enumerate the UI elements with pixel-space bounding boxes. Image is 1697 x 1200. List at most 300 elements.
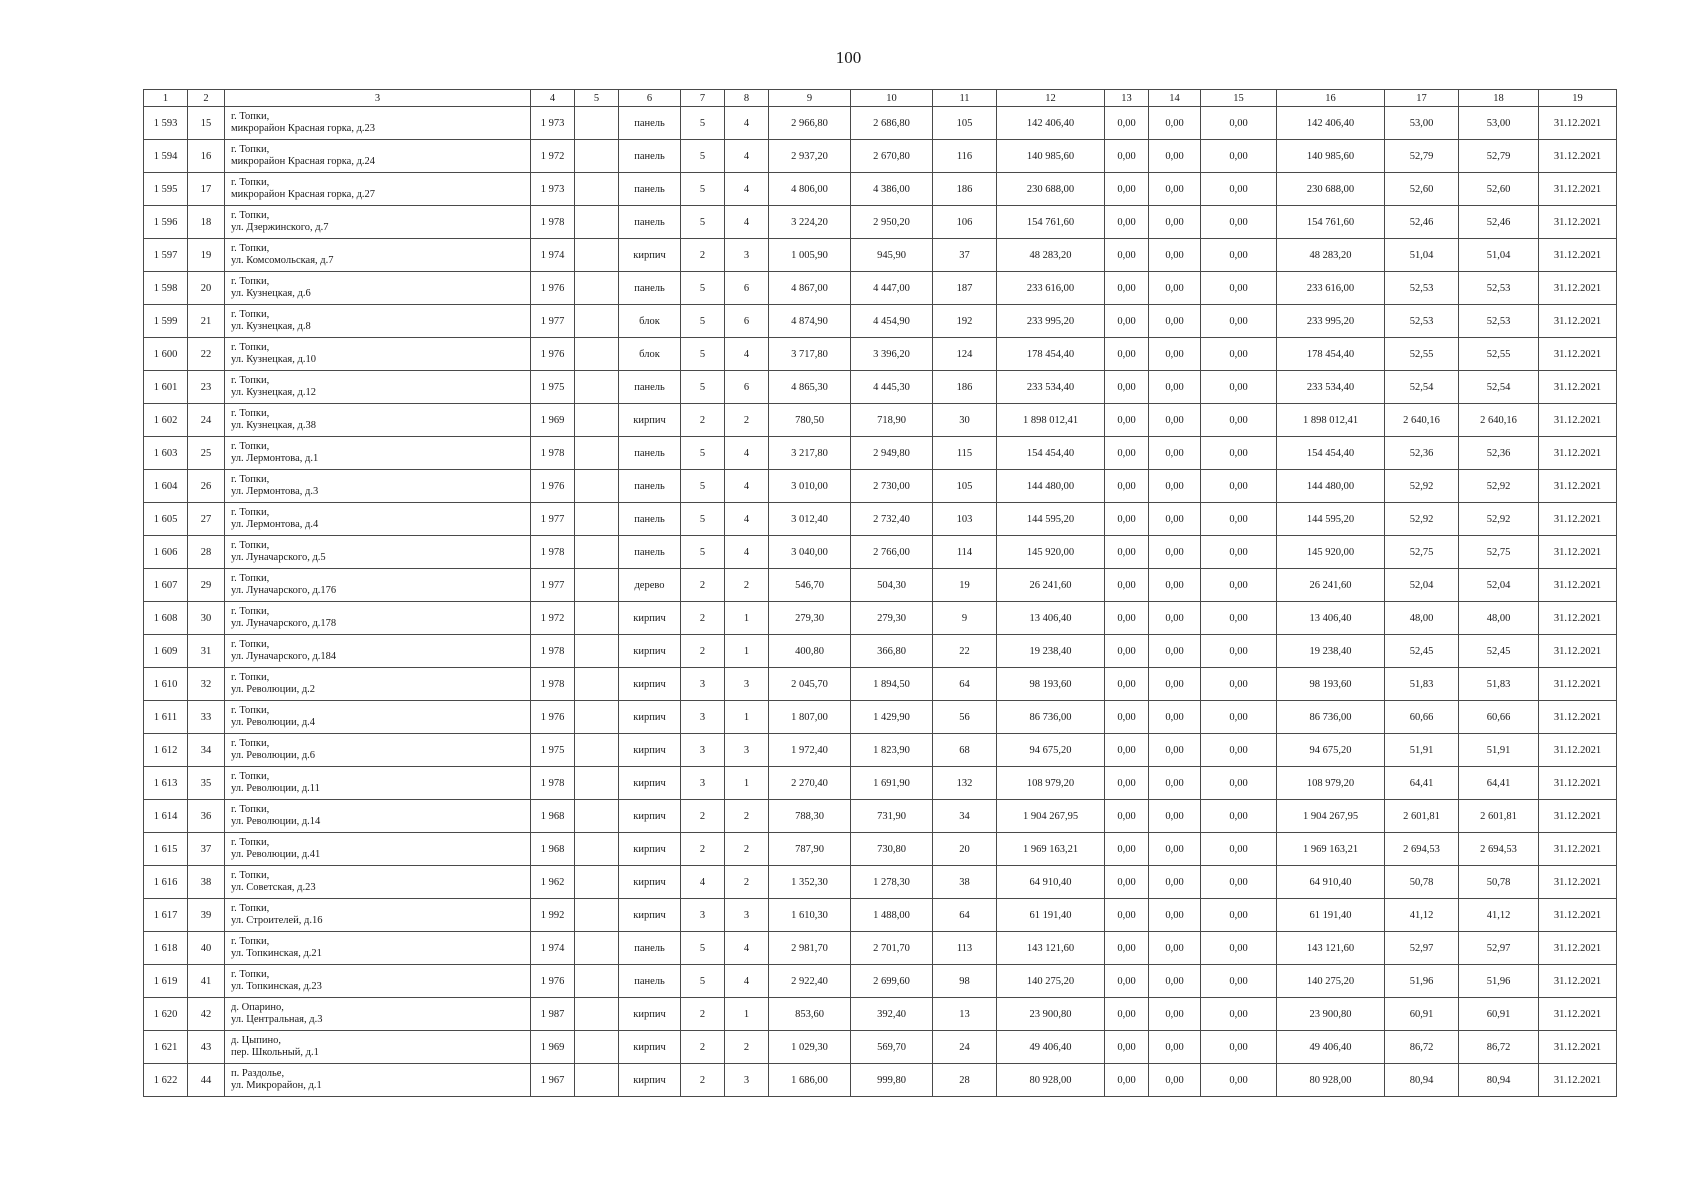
cell-living-area: 366,80 — [851, 635, 933, 668]
address-line: ул. Революции, д.2 — [231, 684, 316, 695]
cell-wall-material: кирпич — [619, 239, 681, 272]
cell-address — [225, 932, 531, 965]
address-line: г. Топки, — [231, 275, 270, 287]
cell-deadline: 31.12.2021 — [1539, 239, 1617, 272]
address-line: г. Топки, — [231, 176, 270, 188]
cell-residents: 106 — [933, 206, 997, 239]
address-line: г. Топки, — [231, 638, 270, 650]
cell-cost-16: 154 761,60 — [1277, 206, 1385, 239]
cell-living-area: 2 950,20 — [851, 206, 933, 239]
table-row — [144, 866, 1617, 899]
cell-row-number: 1 607 — [144, 569, 188, 602]
address-line: микрорайон Красная горка, д.23 — [231, 123, 376, 134]
cell-local-number: 20 — [188, 272, 225, 305]
cell-deadline: 31.12.2021 — [1539, 272, 1617, 305]
cell-row-number: 1 622 — [144, 1064, 188, 1097]
cell-unit-cost-18: 2 694,53 — [1459, 833, 1539, 866]
cell-total-area: 3 217,80 — [769, 437, 851, 470]
column-header-13: 13 — [1105, 90, 1149, 107]
cell-local-number: 17 — [188, 173, 225, 206]
cell-total-area: 2 937,20 — [769, 140, 851, 173]
cell-living-area: 4 454,90 — [851, 305, 933, 338]
cell-wall-material: панель — [619, 173, 681, 206]
cell-total-cost: 98 193,60 — [997, 668, 1105, 701]
cell-local-number: 16 — [188, 140, 225, 173]
cell-residents: 24 — [933, 1031, 997, 1064]
cell-unit-cost-17: 52,45 — [1385, 635, 1459, 668]
table-row — [144, 668, 1617, 701]
cell-living-area: 4 445,30 — [851, 371, 933, 404]
cell-col-5 — [575, 701, 619, 734]
cell-cost-15: 0,00 — [1201, 536, 1277, 569]
cell-unit-cost-18: 51,04 — [1459, 239, 1539, 272]
cell-col-5 — [575, 206, 619, 239]
address-line: ул. Луначарского, д.178 — [231, 618, 337, 629]
cell-residents: 103 — [933, 503, 997, 536]
cell-wall-material: панель — [619, 965, 681, 998]
column-header-3: 3 — [225, 90, 531, 107]
cell-col-5 — [575, 1031, 619, 1064]
cell-local-number: 22 — [188, 338, 225, 371]
address-line: г. Топки, — [231, 341, 270, 353]
cell-residents: 30 — [933, 404, 997, 437]
cell-floors: 4 — [681, 866, 725, 899]
cell-residents: 113 — [933, 932, 997, 965]
cell-build-year: 1 962 — [531, 866, 575, 899]
cell-entrances: 4 — [725, 140, 769, 173]
cell-build-year: 1 969 — [531, 1031, 575, 1064]
cell-floors: 2 — [681, 800, 725, 833]
cell-living-area: 2 686,80 — [851, 107, 933, 140]
cell-row-number: 1 596 — [144, 206, 188, 239]
cell-unit-cost-17: 52,55 — [1385, 338, 1459, 371]
address-line: ул. Микрорайон, д.1 — [231, 1080, 322, 1091]
cell-entrances: 4 — [725, 338, 769, 371]
address-line: ул. Комсомольская, д.7 — [231, 255, 334, 266]
cell-cost-15: 0,00 — [1201, 635, 1277, 668]
address-line: ул. Топкинская, д.21 — [231, 948, 322, 959]
cell-total-area: 1 005,90 — [769, 239, 851, 272]
cell-floors: 2 — [681, 239, 725, 272]
cell-deadline: 31.12.2021 — [1539, 140, 1617, 173]
cell-cost-13: 0,00 — [1105, 404, 1149, 437]
cell-residents: 186 — [933, 173, 997, 206]
cell-living-area: 1 823,90 — [851, 734, 933, 767]
cell-wall-material: панель — [619, 437, 681, 470]
table-row — [144, 833, 1617, 866]
cell-floors: 2 — [681, 833, 725, 866]
cell-unit-cost-18: 51,83 — [1459, 668, 1539, 701]
column-header-2: 2 — [188, 90, 225, 107]
table-row — [144, 734, 1617, 767]
cell-cost-14: 0,00 — [1149, 404, 1201, 437]
column-header-16: 16 — [1277, 90, 1385, 107]
cell-cost-14: 0,00 — [1149, 140, 1201, 173]
cell-cost-14: 0,00 — [1149, 536, 1201, 569]
cell-wall-material: дерево — [619, 569, 681, 602]
cell-build-year: 1 969 — [531, 404, 575, 437]
cell-total-cost: 144 480,00 — [997, 470, 1105, 503]
address-line: г. Топки, — [231, 836, 270, 848]
cell-row-number: 1 594 — [144, 140, 188, 173]
address-line: ул. Луначарского, д.176 — [231, 585, 337, 596]
header-row — [144, 90, 1617, 107]
cell-residents: 20 — [933, 833, 997, 866]
address-line: ул. Кузнецкая, д.8 — [231, 321, 311, 332]
cell-address — [225, 866, 531, 899]
cell-wall-material: панель — [619, 536, 681, 569]
cell-residents: 192 — [933, 305, 997, 338]
cell-entrances: 3 — [725, 899, 769, 932]
table-row — [144, 635, 1617, 668]
cell-living-area: 4 386,00 — [851, 173, 933, 206]
cell-cost-14: 0,00 — [1149, 602, 1201, 635]
address-line: г. Топки, — [231, 605, 270, 617]
table-row — [144, 998, 1617, 1031]
page-number: 100 — [835, 48, 862, 67]
cell-col-5 — [575, 239, 619, 272]
column-header-9: 9 — [769, 90, 851, 107]
cell-local-number: 44 — [188, 1064, 225, 1097]
cell-living-area: 2 701,70 — [851, 932, 933, 965]
table-row — [144, 503, 1617, 536]
cell-address — [225, 635, 531, 668]
cell-build-year: 1 977 — [531, 305, 575, 338]
cell-total-area: 3 224,20 — [769, 206, 851, 239]
cell-col-5 — [575, 866, 619, 899]
cell-cost-16: 143 121,60 — [1277, 932, 1385, 965]
cell-cost-15: 0,00 — [1201, 206, 1277, 239]
cell-build-year: 1 976 — [531, 338, 575, 371]
cell-total-cost: 1 898 012,41 — [997, 404, 1105, 437]
cell-total-cost: 48 283,20 — [997, 239, 1105, 272]
cell-local-number: 41 — [188, 965, 225, 998]
cell-unit-cost-18: 52,92 — [1459, 470, 1539, 503]
table-header — [144, 90, 1617, 107]
cell-residents: 116 — [933, 140, 997, 173]
cell-unit-cost-18: 50,78 — [1459, 866, 1539, 899]
cell-build-year: 1 974 — [531, 932, 575, 965]
address-line: г. Топки, — [231, 770, 270, 782]
address-line: п. Раздолье, — [231, 1067, 285, 1079]
cell-cost-16: 61 191,40 — [1277, 899, 1385, 932]
cell-cost-13: 0,00 — [1105, 635, 1149, 668]
cell-address — [225, 1064, 531, 1097]
cell-entrances: 1 — [725, 767, 769, 800]
cell-unit-cost-18: 53,00 — [1459, 107, 1539, 140]
address-line: г. Топки, — [231, 308, 270, 320]
cell-wall-material: кирпич — [619, 866, 681, 899]
cell-cost-14: 0,00 — [1149, 239, 1201, 272]
cell-cost-16: 108 979,20 — [1277, 767, 1385, 800]
address-line: ул. Революции, д.6 — [231, 750, 316, 761]
cell-wall-material: блок — [619, 338, 681, 371]
cell-residents: 132 — [933, 767, 997, 800]
table-row — [144, 140, 1617, 173]
cell-deadline: 31.12.2021 — [1539, 371, 1617, 404]
cell-wall-material: кирпич — [619, 404, 681, 437]
cell-wall-material: панель — [619, 272, 681, 305]
cell-row-number: 1 609 — [144, 635, 188, 668]
cell-row-number: 1 612 — [144, 734, 188, 767]
cell-local-number: 24 — [188, 404, 225, 437]
cell-address — [225, 437, 531, 470]
cell-floors: 5 — [681, 272, 725, 305]
cell-unit-cost-18: 60,91 — [1459, 998, 1539, 1031]
address-line: ул. Строителей, д.16 — [231, 915, 323, 926]
cell-deadline: 31.12.2021 — [1539, 1064, 1617, 1097]
cell-floors: 2 — [681, 635, 725, 668]
cell-address — [225, 536, 531, 569]
cell-unit-cost-17: 86,72 — [1385, 1031, 1459, 1064]
cell-row-number: 1 599 — [144, 305, 188, 338]
cell-col-5 — [575, 470, 619, 503]
column-header-8: 8 — [725, 90, 769, 107]
cell-floors: 5 — [681, 338, 725, 371]
cell-floors: 5 — [681, 305, 725, 338]
table-row — [144, 569, 1617, 602]
cell-local-number: 29 — [188, 569, 225, 602]
cell-total-area: 2 270,40 — [769, 767, 851, 800]
cell-cost-15: 0,00 — [1201, 602, 1277, 635]
cell-entrances: 2 — [725, 1031, 769, 1064]
cell-entrances: 3 — [725, 239, 769, 272]
cell-wall-material: кирпич — [619, 1064, 681, 1097]
cell-total-cost: 61 191,40 — [997, 899, 1105, 932]
cell-living-area: 1 429,90 — [851, 701, 933, 734]
address-line: ул. Лермонтова, д.3 — [231, 486, 319, 497]
cell-wall-material: кирпич — [619, 1031, 681, 1064]
cell-build-year: 1 978 — [531, 536, 575, 569]
cell-cost-14: 0,00 — [1149, 932, 1201, 965]
cell-build-year: 1 968 — [531, 800, 575, 833]
cell-unit-cost-17: 52,04 — [1385, 569, 1459, 602]
cell-local-number: 23 — [188, 371, 225, 404]
cell-residents: 64 — [933, 668, 997, 701]
cell-wall-material: панель — [619, 932, 681, 965]
cell-entrances: 2 — [725, 833, 769, 866]
cell-entrances: 4 — [725, 503, 769, 536]
cell-cost-13: 0,00 — [1105, 1031, 1149, 1064]
table-row — [144, 932, 1617, 965]
cell-unit-cost-18: 51,91 — [1459, 734, 1539, 767]
cell-floors: 5 — [681, 470, 725, 503]
cell-deadline: 31.12.2021 — [1539, 602, 1617, 635]
cell-cost-16: 230 688,00 — [1277, 173, 1385, 206]
table-row — [144, 470, 1617, 503]
cell-unit-cost-17: 52,36 — [1385, 437, 1459, 470]
cell-floors: 5 — [681, 206, 725, 239]
cell-unit-cost-18: 52,92 — [1459, 503, 1539, 536]
cell-col-5 — [575, 173, 619, 206]
cell-cost-16: 19 238,40 — [1277, 635, 1385, 668]
address-line: г. Топки, — [231, 869, 270, 881]
cell-local-number: 39 — [188, 899, 225, 932]
cell-total-area: 1 610,30 — [769, 899, 851, 932]
cell-cost-16: 64 910,40 — [1277, 866, 1385, 899]
cell-floors: 5 — [681, 437, 725, 470]
cell-deadline: 31.12.2021 — [1539, 536, 1617, 569]
table-row — [144, 536, 1617, 569]
cell-row-number: 1 613 — [144, 767, 188, 800]
cell-wall-material: панель — [619, 140, 681, 173]
cell-row-number: 1 606 — [144, 536, 188, 569]
cell-address — [225, 800, 531, 833]
cell-residents: 9 — [933, 602, 997, 635]
cell-cost-16: 140 275,20 — [1277, 965, 1385, 998]
table-row — [144, 371, 1617, 404]
cell-total-cost: 49 406,40 — [997, 1031, 1105, 1064]
cell-cost-15: 0,00 — [1201, 503, 1277, 536]
cell-cost-13: 0,00 — [1105, 470, 1149, 503]
cell-residents: 105 — [933, 470, 997, 503]
cell-unit-cost-18: 48,00 — [1459, 602, 1539, 635]
cell-col-5 — [575, 338, 619, 371]
cell-total-cost: 86 736,00 — [997, 701, 1105, 734]
cell-floors: 2 — [681, 569, 725, 602]
cell-cost-16: 233 616,00 — [1277, 272, 1385, 305]
cell-row-number: 1 615 — [144, 833, 188, 866]
cell-residents: 115 — [933, 437, 997, 470]
cell-address — [225, 470, 531, 503]
table-body — [144, 107, 1617, 1097]
cell-unit-cost-17: 41,12 — [1385, 899, 1459, 932]
cell-floors: 5 — [681, 371, 725, 404]
cell-local-number: 30 — [188, 602, 225, 635]
cell-cost-13: 0,00 — [1105, 899, 1149, 932]
cell-deadline: 31.12.2021 — [1539, 866, 1617, 899]
cell-row-number: 1 604 — [144, 470, 188, 503]
table-row — [144, 173, 1617, 206]
cell-cost-16: 94 675,20 — [1277, 734, 1385, 767]
cell-unit-cost-18: 60,66 — [1459, 701, 1539, 734]
cell-build-year: 1 972 — [531, 602, 575, 635]
cell-local-number: 42 — [188, 998, 225, 1031]
table-row — [144, 107, 1617, 140]
cell-unit-cost-18: 64,41 — [1459, 767, 1539, 800]
cell-unit-cost-18: 51,96 — [1459, 965, 1539, 998]
cell-deadline: 31.12.2021 — [1539, 338, 1617, 371]
cell-build-year: 1 992 — [531, 899, 575, 932]
cell-wall-material: кирпич — [619, 701, 681, 734]
address-line: ул. Лермонтова, д.1 — [231, 453, 319, 464]
cell-living-area: 999,80 — [851, 1064, 933, 1097]
cell-unit-cost-18: 80,94 — [1459, 1064, 1539, 1097]
cell-cost-15: 0,00 — [1201, 371, 1277, 404]
cell-floors: 3 — [681, 767, 725, 800]
column-header-11: 11 — [933, 90, 997, 107]
cell-living-area: 279,30 — [851, 602, 933, 635]
cell-build-year: 1 978 — [531, 437, 575, 470]
cell-cost-13: 0,00 — [1105, 140, 1149, 173]
cell-cost-13: 0,00 — [1105, 1064, 1149, 1097]
cell-unit-cost-17: 50,78 — [1385, 866, 1459, 899]
cell-total-cost: 19 238,40 — [997, 635, 1105, 668]
cell-floors: 2 — [681, 404, 725, 437]
cell-cost-13: 0,00 — [1105, 536, 1149, 569]
cell-residents: 34 — [933, 800, 997, 833]
cell-col-5 — [575, 404, 619, 437]
cell-deadline: 31.12.2021 — [1539, 701, 1617, 734]
cell-build-year: 1 967 — [531, 1064, 575, 1097]
cell-wall-material: панель — [619, 107, 681, 140]
cell-address — [225, 899, 531, 932]
address-line: г. Топки, — [231, 110, 270, 122]
cell-total-cost: 154 454,40 — [997, 437, 1105, 470]
address-line: д. Цыпино, — [231, 1034, 281, 1046]
address-line: ул. Топкинская, д.23 — [231, 981, 322, 992]
cell-cost-16: 48 283,20 — [1277, 239, 1385, 272]
cell-row-number: 1 598 — [144, 272, 188, 305]
cell-cost-16: 142 406,40 — [1277, 107, 1385, 140]
cell-address — [225, 173, 531, 206]
cell-deadline: 31.12.2021 — [1539, 734, 1617, 767]
cell-unit-cost-17: 2 694,53 — [1385, 833, 1459, 866]
cell-floors: 5 — [681, 107, 725, 140]
table-row — [144, 767, 1617, 800]
cell-row-number: 1 605 — [144, 503, 188, 536]
cell-entrances: 4 — [725, 932, 769, 965]
cell-build-year: 1 973 — [531, 107, 575, 140]
cell-cost-16: 98 193,60 — [1277, 668, 1385, 701]
cell-entrances: 6 — [725, 371, 769, 404]
cell-living-area: 392,40 — [851, 998, 933, 1031]
cell-unit-cost-17: 2 640,16 — [1385, 404, 1459, 437]
cell-cost-15: 0,00 — [1201, 668, 1277, 701]
cell-unit-cost-18: 2 601,81 — [1459, 800, 1539, 833]
cell-row-number: 1 616 — [144, 866, 188, 899]
cell-unit-cost-17: 53,00 — [1385, 107, 1459, 140]
cell-living-area: 730,80 — [851, 833, 933, 866]
cell-deadline: 31.12.2021 — [1539, 635, 1617, 668]
cell-wall-material: кирпич — [619, 635, 681, 668]
cell-cost-13: 0,00 — [1105, 932, 1149, 965]
cell-address — [225, 206, 531, 239]
cell-residents: 13 — [933, 998, 997, 1031]
cell-residents: 64 — [933, 899, 997, 932]
cell-residents: 114 — [933, 536, 997, 569]
column-header-4: 4 — [531, 90, 575, 107]
cell-unit-cost-18: 52,54 — [1459, 371, 1539, 404]
cell-total-cost: 140 275,20 — [997, 965, 1105, 998]
cell-cost-14: 0,00 — [1149, 338, 1201, 371]
address-line: г. Топки, — [231, 968, 270, 980]
cell-total-area: 279,30 — [769, 602, 851, 635]
table-row — [144, 437, 1617, 470]
cell-deadline: 31.12.2021 — [1539, 1031, 1617, 1064]
cell-cost-14: 0,00 — [1149, 1031, 1201, 1064]
address-line: г. Топки, — [231, 539, 270, 551]
cell-cost-14: 0,00 — [1149, 668, 1201, 701]
cell-living-area: 731,90 — [851, 800, 933, 833]
cell-local-number: 18 — [188, 206, 225, 239]
cell-col-5 — [575, 569, 619, 602]
cell-address — [225, 998, 531, 1031]
cell-cost-16: 26 241,60 — [1277, 569, 1385, 602]
cell-total-cost: 233 534,40 — [997, 371, 1105, 404]
address-line: г. Топки, — [231, 671, 270, 683]
cell-cost-15: 0,00 — [1201, 140, 1277, 173]
cell-entrances: 2 — [725, 800, 769, 833]
cell-total-area: 400,80 — [769, 635, 851, 668]
cell-col-5 — [575, 998, 619, 1031]
cell-cost-14: 0,00 — [1149, 173, 1201, 206]
cell-living-area: 1 894,50 — [851, 668, 933, 701]
address-line: ул. Кузнецкая, д.10 — [231, 354, 316, 365]
cell-residents: 98 — [933, 965, 997, 998]
cell-residents: 38 — [933, 866, 997, 899]
cell-unit-cost-18: 52,75 — [1459, 536, 1539, 569]
